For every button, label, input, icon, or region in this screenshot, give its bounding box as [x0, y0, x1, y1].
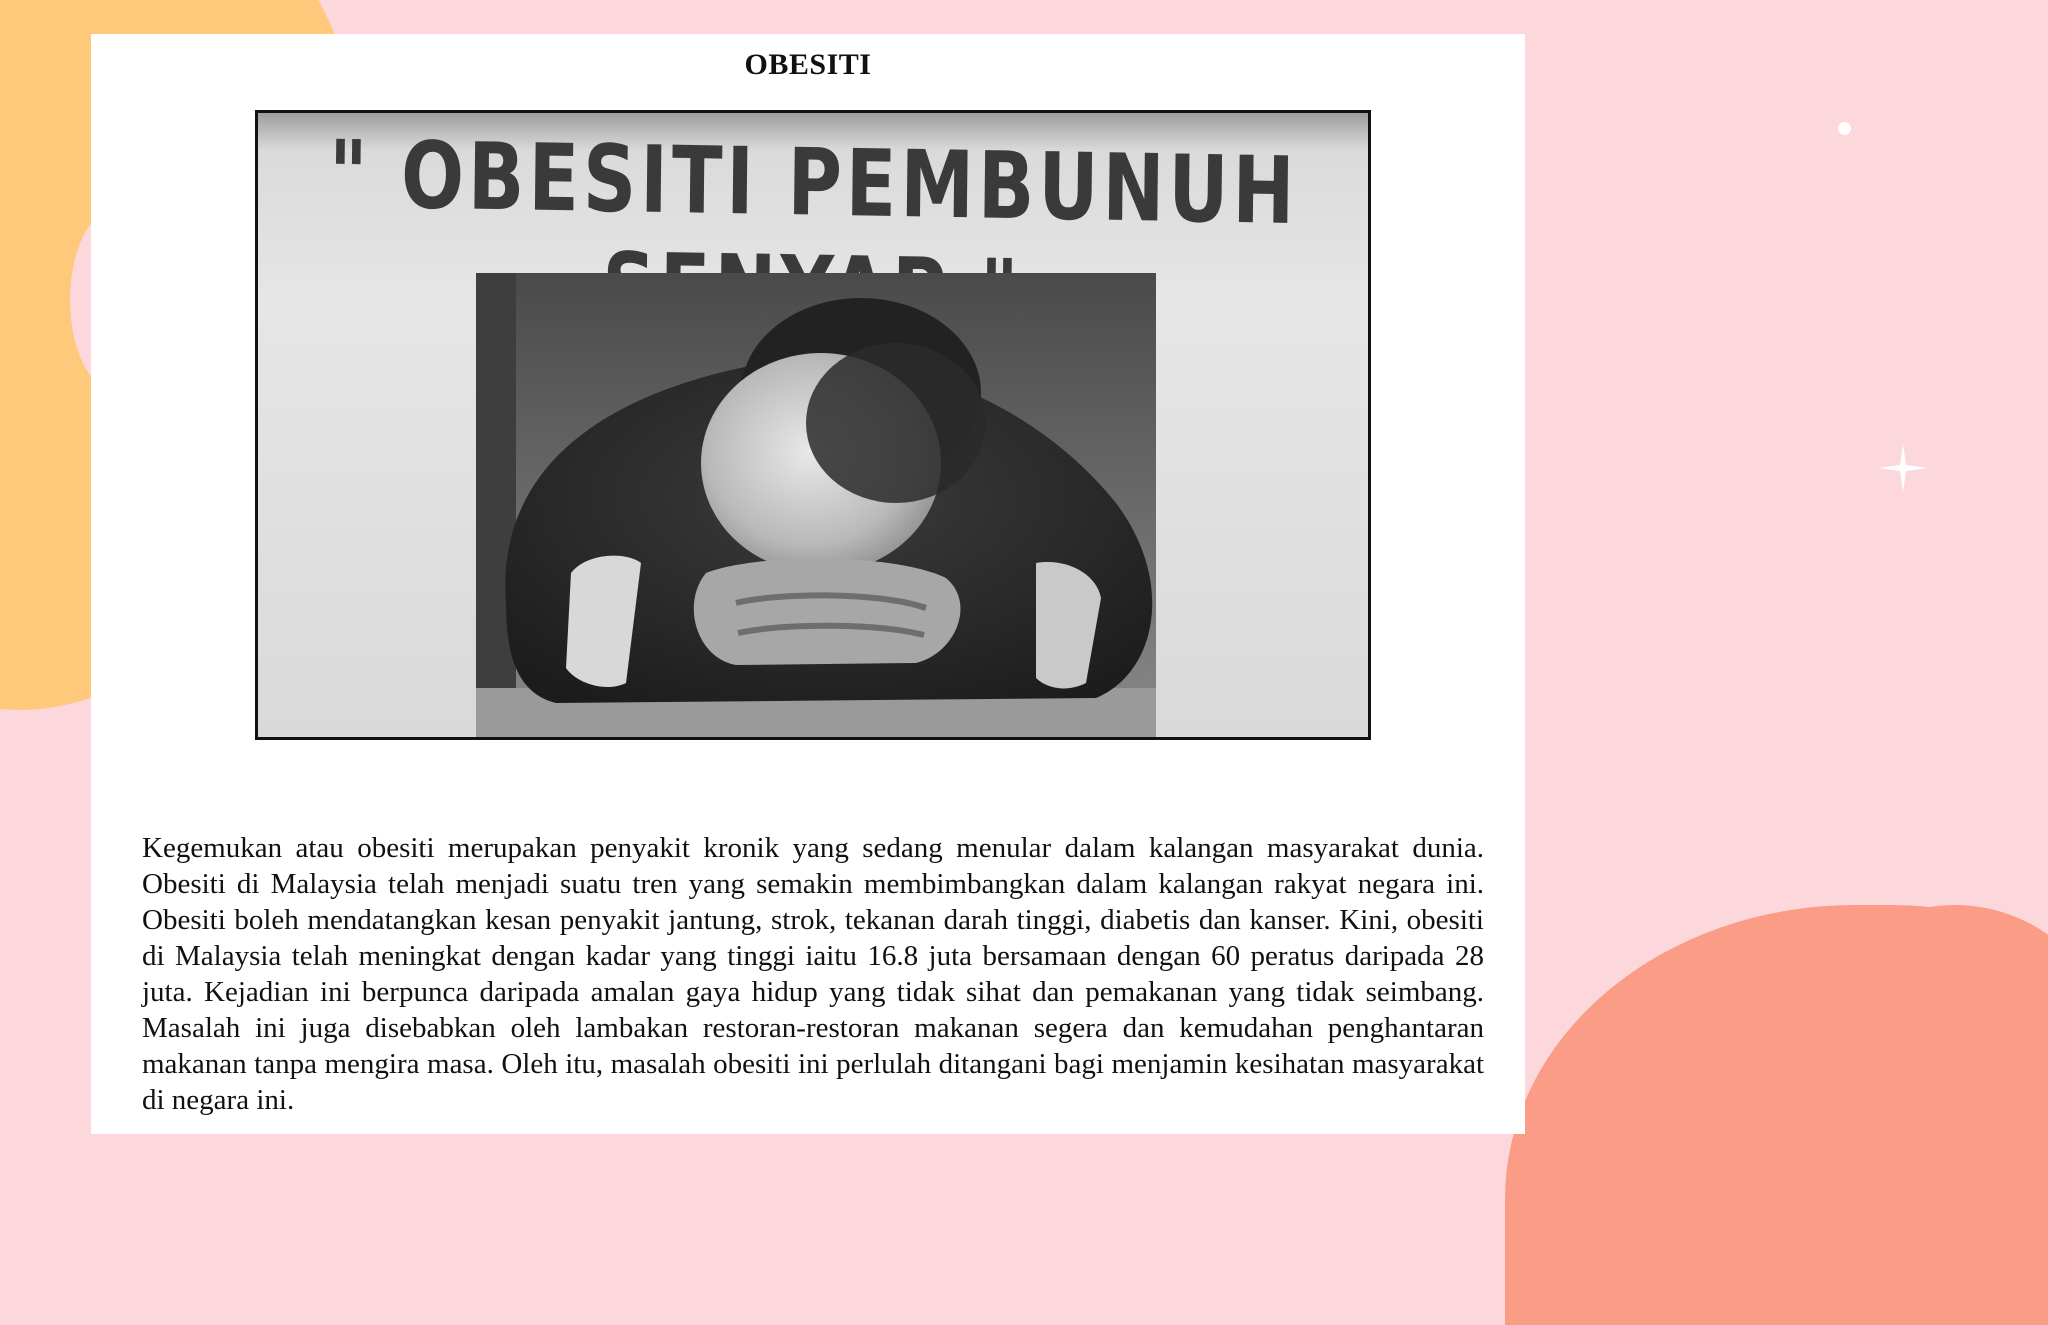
- document-page: [91, 34, 1525, 1134]
- document-title: OBESITI: [744, 48, 872, 81]
- body-paragraph: Kegemukan atau obesiti merupakan penyakit kronik yang sedang menular dalam kalangan masyarakat dunia. Obesiti di Malaysia telah menjadi suatu tren yang semakin membimbangkan dalam kalangan rakyat negara ini. Obesiti boleh mendatangkan kesan penyakit jantung, strok, tekanan darah tinggi, diabetis dan kanser. Kini, obesiti di Malaysia telah meningkat dengan kadar yang tinggi iaitu 16.8 juta bersamaan dengan 60 peratus daripada 28 juta. Kejadian ini berpunca daripada amalan gaya hidup yang tidak sihat dan pemakanan yang tidak seimbang. Masalah ini juga disebabkan oleh lambakan restoran-restoran makanan segera dan kemudahan penghantaran makanan tanpa mengira masa. Oleh itu, masalah obesiti ini perlulah ditangani bagi menjamin kesihatan masyarakat di negara ini.: [142, 832, 1484, 1116]
- decorative-dot-icon: [1838, 122, 1851, 135]
- poster-banner-text: " OBESITI PEMBUNUH: [328, 121, 1299, 246]
- sleeping-person-image: [476, 273, 1156, 740]
- sparkle-icon: [1878, 443, 1928, 493]
- poster-image: [255, 110, 1371, 740]
